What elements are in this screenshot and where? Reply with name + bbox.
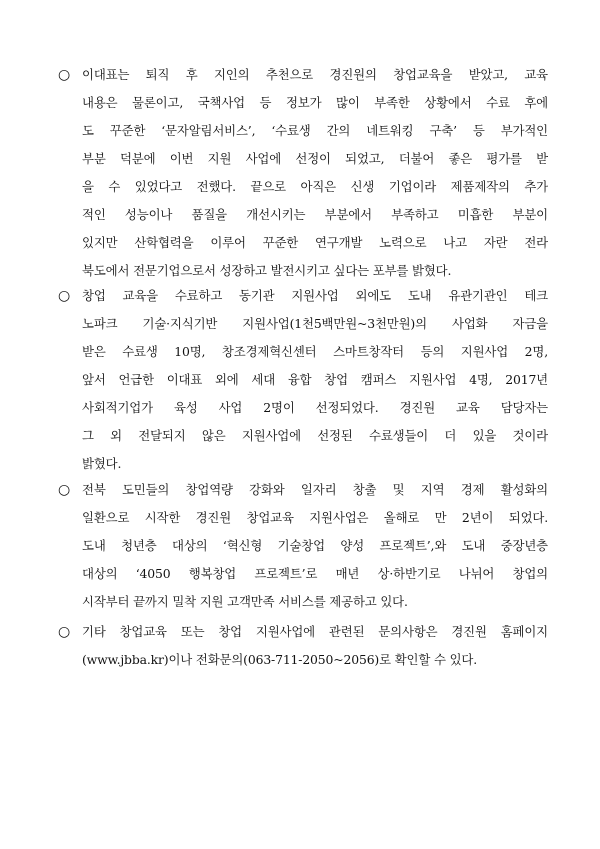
text-line: 내용은 물론이고, 국책사업 등 정보가 많이 부족한 상황에서 수료 후에 (82, 95, 548, 110)
circle-bullet-icon: ○ (58, 288, 71, 304)
text-line: 일환으로 시작한 경진원 창업교육 지원사업은 올해로 만 2년이 되었다. (82, 510, 548, 525)
paragraph-text (82, 282, 548, 478)
text-line: 그 외 전달되지 않은 지원사업에 선정된 수료생들이 더 있을 것이라 (82, 428, 548, 443)
paragraph-text (82, 618, 548, 674)
text-line: 있지만 산학협력을 이루어 꾸준한 연구개발 노력으로 나고 자란 전라 (82, 235, 548, 250)
text-line: 도 꾸준한 ‘문자알림서비스’, ‘수료생 간의 네트워킹 구축’ 등 부가적인 (82, 123, 548, 138)
circle-bullet-icon: ○ (58, 624, 71, 640)
text-line: 밝혔다. (82, 456, 122, 471)
text-line: 노파크 기술·지식기반 지원사업(1천5백만원~3천만원)의 사업화 자금을 (82, 316, 548, 331)
text-line: 받은 수료생 10명, 창조경제혁신센터 스마트창작터 등의 지원사업 2명, (82, 344, 548, 359)
text-line: 창업 교육을 수료하고 동기관 지원사업 외에도 도내 유관기관인 테크 (82, 288, 548, 303)
paragraph-text (82, 61, 548, 285)
text-line: 을 수 있었다고 전했다. 끝으로 아직은 신생 기업이라 제품제작의 추가 (82, 179, 548, 194)
text-line: 시작부터 끝까지 밀착 지원 고객만족 서비스를 제공하고 있다. (82, 594, 408, 609)
circle-bullet-icon: ○ (58, 67, 71, 83)
text-line: 사회적기업가 육성 사업 2명이 선정되었다. 경진원 교육 담당자는 (82, 400, 548, 415)
text-line: 앞서 언급한 이대표 외에 세대 융합 창업 캠퍼스 지원사업 4명, 2017년 (82, 372, 548, 387)
text-line: (www.jbba.kr)이나 전화문의(063-711-2050~2056)로 확인할 수 있다. (82, 652, 477, 667)
text-line: 도내 청년층 대상의 ‘혁신형 기술창업 양성 프로젝트’,와 도내 중장년층 (82, 538, 548, 553)
text-line: 전북 도민들의 창업역량 강화와 일자리 창출 및 지역 경제 활성화의 (82, 482, 548, 497)
paragraph-text (82, 476, 548, 616)
circle-bullet-icon: ○ (58, 482, 71, 498)
text-line: 북도에서 전문기업으로서 성장하고 발전시키고 싶다는 포부를 밝혔다. (82, 263, 452, 278)
text-line: 부분 덕분에 이번 지원 사업에 선정이 되었고, 더불어 좋은 평가를 받 (82, 151, 548, 166)
text-line: 이대표는 퇴직 후 지인의 추천으로 경진원의 창업교육을 받았고, 교육 (82, 67, 548, 82)
text-line: 대상의 ‘4050 행복창업 프로젝트’로 매년 상·하반기로 나뉘어 창업의 (82, 566, 548, 581)
text-line: 적인 성능이나 품질을 개선시키는 부분에서 부족하고 미흡한 부분이 (82, 207, 548, 222)
text-line: 기타 창업교육 또는 창업 지원사업에 관련된 문의사항은 경진원 홈페이지 (82, 624, 548, 639)
